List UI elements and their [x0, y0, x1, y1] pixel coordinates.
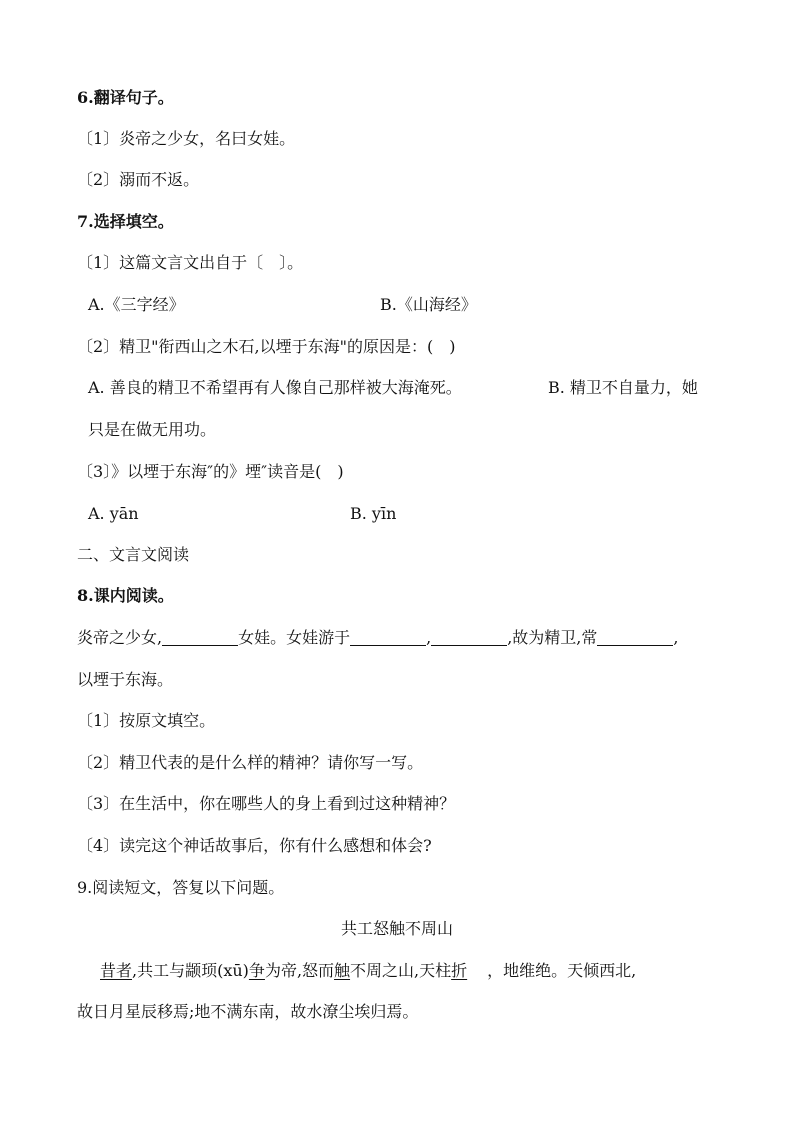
passage-text: 炎帝之少女, — [77, 628, 163, 647]
question-7-sub2-stem: 〔2〕精卫"衔西山之木石,以堙于东海"的原因是：( ) — [77, 337, 456, 356]
passage-text: ,故为精卫,常 — [507, 628, 598, 647]
question-6-heading: 6.翻译句子。 — [77, 88, 174, 107]
section-2-heading: 二、文言文阅读 — [77, 545, 190, 564]
underlined-word: 昔者 — [100, 961, 133, 980]
question-7-sub2-option-a: A. 善良的精卫不希望再有人像自己那样被大海淹死。 — [88, 378, 462, 397]
passage-text: 为帝,怒而 — [264, 961, 335, 980]
question-8-item-1: 〔1〕按原文填空。 — [77, 711, 216, 730]
question-6-item-2: 〔2〕溺而不返。 — [77, 170, 200, 189]
question-7-sub1-option-a: A.《三字经》 — [88, 295, 185, 314]
question-6-item-1: 〔1〕炎帝之少女，名曰女娃。 — [77, 129, 296, 148]
passage-text: , — [426, 628, 432, 647]
passage-title: 共工怒触不周山 — [340, 919, 453, 938]
question-7-sub2-option-b: B. 精卫不自量力，她 — [548, 378, 698, 397]
question-9-passage-line-1 — [100, 960, 636, 982]
question-7-sub3-option-a: A. yān — [88, 504, 139, 523]
question-8-item-4: 〔4〕读完这个神话故事后，你有什么感想和体会? — [77, 836, 432, 855]
fill-blank-1[interactable] — [162, 629, 238, 646]
fill-blank-4[interactable] — [597, 629, 673, 646]
passage-text: 女娃。女娃游于 — [238, 628, 351, 647]
passage-text: ，地维绝。天倾西北, — [487, 961, 637, 980]
question-7-heading: 7.选择填空。 — [77, 212, 174, 231]
fill-blank-2[interactable] — [350, 629, 426, 646]
passage-text: 不周之山,天柱 — [350, 961, 452, 980]
question-7-sub2-option-b-continued: 只是在做无用功。 — [88, 420, 217, 439]
underlined-word: 触 — [334, 961, 351, 980]
question-7-sub1-stem: 〔1〕这篇文言文出自于〔 〕。 — [77, 253, 304, 272]
question-7-sub3-option-b: B. yīn — [350, 504, 397, 523]
underlined-word: 争 — [248, 961, 265, 980]
question-8-item-2: 〔2〕精卫代表的是什么样的精神？请你写一写。 — [77, 753, 424, 772]
underlined-word: 折 — [451, 961, 468, 980]
question-9-heading: 9.阅读短文，答复以下问题。 — [77, 878, 285, 897]
question-7-sub1-option-b: B.《山海经》 — [380, 295, 477, 314]
question-8-item-3: 〔3〕在生活中，你在哪些人的身上看到过这种精神？ — [77, 794, 456, 813]
question-8-passage-line-1 — [77, 627, 678, 649]
question-7-sub3-stem: 〔3〕》以堙于东海″的》堙″读音是( ) — [77, 462, 344, 481]
question-8-heading: 8.课内阅读。 — [77, 586, 174, 605]
passage-text: , — [673, 628, 679, 647]
question-9-passage-line-2: 故日月星辰移焉;地不满东南，故水潦尘埃归焉。 — [77, 1002, 419, 1021]
passage-text: ,共工与颛顼(xū) — [132, 961, 249, 980]
question-8-passage-line-2: 以堙于东海。 — [77, 670, 174, 689]
fill-blank-3[interactable] — [431, 629, 507, 646]
